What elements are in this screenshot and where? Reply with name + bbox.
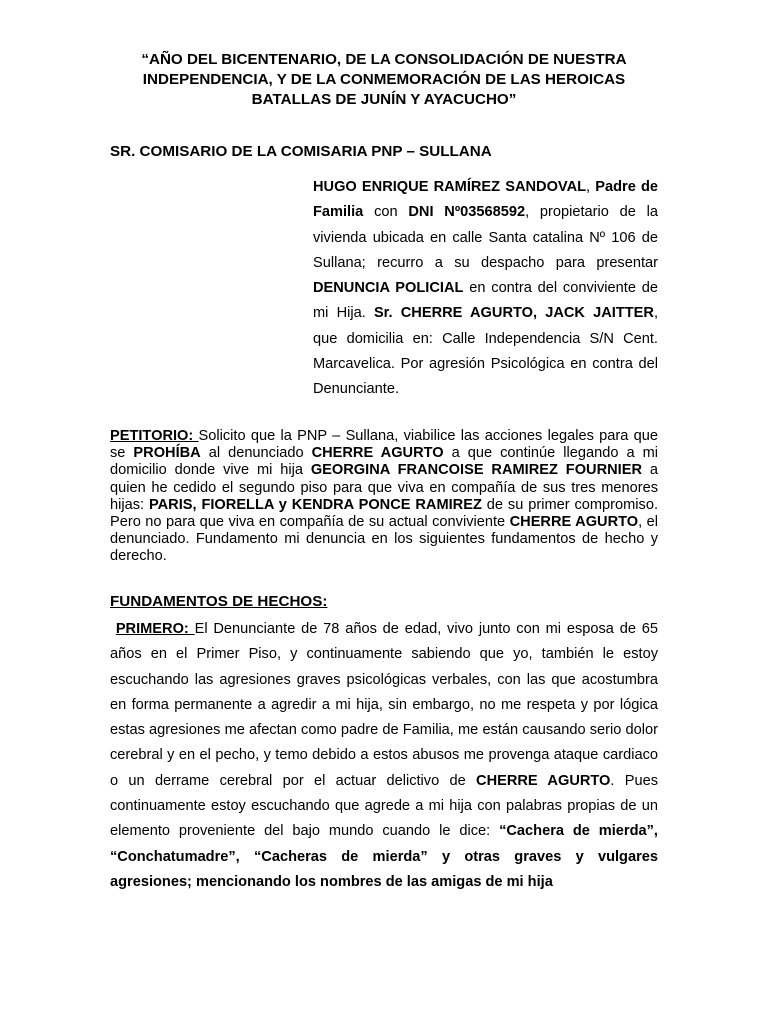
- text: a quien he cedido el segundo piso para que viva en compañía de sus tres menores hijas:: [110, 462, 658, 513]
- text: , el denunciado. Fundamento mi denuncia en los siguientes fundamentos de hecho y derecho.: [110, 514, 659, 565]
- accused-name: CHERRE AGURTO: [476, 772, 611, 789]
- primero-paragraph: [110, 617, 658, 895]
- daughter-name: GEORGINA FRANCOISE RAMIREZ FOURNIER: [310, 462, 642, 479]
- header-line: BATALLAS DE JUNÍN Y AYACUCHO”: [251, 91, 517, 108]
- emphasis: PROHÍBA: [133, 445, 201, 462]
- text: El Denunciante de 78 años de edad, vivo junto con mi esposa de 65 años en el Primer Piso, y continuamente sabiendo que yo, también le estoy escuchando las agresiones graves psicológicas verbales, con las que acostumbra en forma permanente a agredir a mi hija, sin embargo, no me respeta y por lógica estas agresiones me afectan como padre de Familia, me están causando serio dolor cerebral y en el pecho, y temo debido a estos abusos me provenga ataque cardiaco o un derrame cerebral por el actuar delictivo de: [110, 621, 658, 789]
- text: en contra del conviviente de mi Hija.: [313, 280, 658, 322]
- granddaughters-names: PARIS, FIORELLA y KENDRA PONCE RAMIREZ: [148, 496, 482, 513]
- quoted-insults: “Cachera de mierda”, “Conchatumadre”, “Cacheras de mierda” y otras graves y vulgares agresiones; mencionando los nombres de las amigas de mi hija: [110, 823, 658, 890]
- intro-paragraph: [313, 175, 658, 403]
- complaint-type: DENUNCIA POLICIAL: [313, 280, 464, 297]
- petitorio-label: PETITORIO:: [110, 428, 199, 444]
- text: , que domicilia en: Calle Independencia S/N Cent. Marcavelica. Por agresión Psicológica en contra del Denunciante.: [313, 305, 658, 398]
- text: . Pues continuamente estoy escuchando que agrede a mi hija con palabras propias de un elemento proveniente del bajo mundo cuando le dice:: [110, 772, 659, 840]
- text: de su primer compromiso. Pero no para que viva en compañía de su actual conviviente: [110, 496, 659, 531]
- addressee: SR. COMISARIO DE LA COMISARIA PNP – SULLANA: [110, 143, 492, 160]
- header-line: INDEPENDENCIA, Y DE LA CONMEMORACIÓN DE LAS HEROICAS: [142, 71, 626, 88]
- accused-name: CHERRE AGURTO: [311, 445, 444, 462]
- complainant-name: HUGO ENRIQUE RAMÍREZ SANDOVAL: [313, 179, 587, 195]
- complainant-dni: DNI Nº03568592: [408, 204, 526, 221]
- accused-name: CHERRE AGURTO: [509, 514, 639, 531]
- petitorio-paragraph: [110, 428, 658, 566]
- text: a que continúe llegando a mi domicilio donde vive mi hija: [110, 445, 658, 479]
- header-line: “AÑO DEL BICENTENARIO, DE LA CONSOLIDACIÓN DE NUESTRA: [141, 51, 627, 68]
- text: ,: [586, 179, 596, 195]
- text: , propietario de la vivienda ubicada en calle Santa catalina Nº 106 de Sullana; recurro a su despacho para presentar: [313, 204, 658, 271]
- accused-name: Sr. CHERRE AGURTO, JACK JAITTER: [373, 305, 654, 322]
- complainant-role: Padre de Familia: [313, 179, 658, 221]
- fundamentos-heading: FUNDAMENTOS DE HECHOS:: [110, 593, 328, 610]
- text: Solicito que la PNP – Sullana, viabilice las acciones legales para que se: [110, 428, 658, 462]
- text: al denunciado: [200, 445, 312, 462]
- document-header: [110, 50, 658, 110]
- text: con: [363, 204, 409, 221]
- primero-label: PRIMERO:: [115, 621, 195, 637]
